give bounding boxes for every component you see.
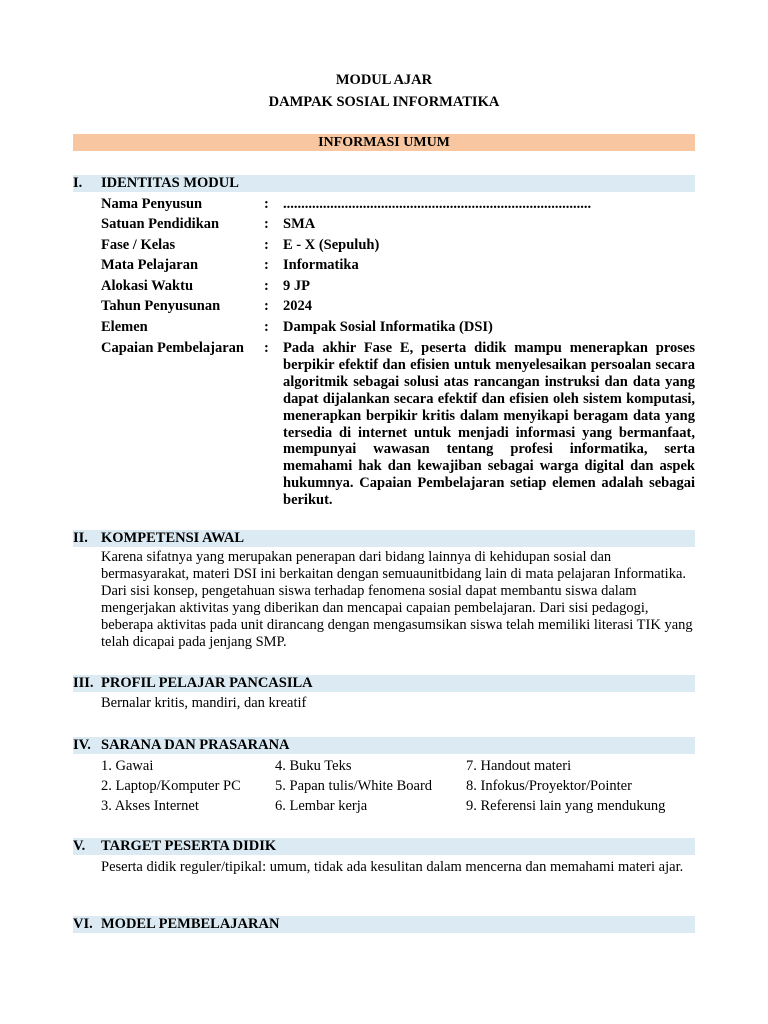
- informasi-umum-banner: INFORMASI UMUM: [73, 134, 695, 151]
- section-title: TARGET PESERTA DIDIK: [101, 838, 277, 854]
- section-number: IV.: [73, 737, 91, 753]
- field-colon: :: [264, 278, 269, 294]
- field-label: Nama Penyusun: [101, 196, 203, 212]
- field-colon: :: [264, 216, 269, 232]
- section-number: I.: [73, 175, 83, 191]
- field-colon: :: [264, 298, 269, 314]
- sarana-item: 6. Lembar kerja: [275, 798, 368, 814]
- section-heading-identitas: [73, 175, 695, 192]
- sarana-item: 1. Gawai: [101, 758, 154, 774]
- field-label: Satuan Pendidikan: [101, 216, 220, 232]
- field-label: Tahun Penyusunan: [101, 298, 221, 314]
- capaian-pembelajaran-text: Pada akhir Fase E, peserta didik mampu menerapkan proses berpikir efektif dan efisien untuk menyelesaikan persoalan secara algoritmik sebagai solusi atas rancangan instruksi dan data yang dapat dijalankan secara efektif dan efisien oleh sistem komputasi, menerapkan berpikir kritis dalam menyikapi beragam data yang tersedia di internet untuk menjadi informasi yang bermanfaat, mempunyai wawasan tentang profesi informatika, serta memahami hak dan kewajiban sebagai warga digital dan aspek hukumnya. Capaian Pembelajaran setiap elemen adalah sebagai berikut.: [283, 340, 695, 509]
- sarana-item: 8. Infokus/Proyektor/Pointer: [466, 778, 632, 794]
- section-heading-target: [73, 838, 695, 855]
- section-heading-profil: [73, 675, 695, 692]
- section-number: III.: [73, 675, 94, 691]
- sarana-item: 4. Buku Teks: [275, 758, 352, 774]
- field-value: SMA: [283, 216, 316, 232]
- section-number: II.: [73, 530, 88, 546]
- field-value: 2024: [283, 298, 312, 314]
- section-heading-sarana: [73, 737, 695, 754]
- field-label: Mata Pelajaran: [101, 257, 199, 273]
- field-value: E - X (Sepuluh): [283, 237, 380, 253]
- section-title: MODEL PEMBELAJARAN: [101, 916, 280, 932]
- section-heading-kompetensi: [73, 530, 695, 547]
- field-colon: :: [264, 257, 269, 273]
- document-title: MODUL AJAR: [335, 72, 433, 88]
- field-label: Fase / Kelas: [101, 237, 176, 253]
- field-value: 9 JP: [283, 278, 310, 294]
- document-subtitle: DAMPAK SOSIAL INFORMATIKA: [268, 94, 500, 110]
- section-title: SARANA DAN PRASARANA: [101, 737, 290, 753]
- field-label: Alokasi Waktu: [101, 278, 194, 294]
- field-label: Elemen: [101, 319, 148, 335]
- section-number: VI.: [73, 916, 93, 932]
- section-title: KOMPETENSI AWAL: [101, 530, 245, 546]
- sarana-item: 5. Papan tulis/White Board: [275, 778, 433, 794]
- section-title: PROFIL PELAJAR PANCASILA: [101, 675, 313, 691]
- section-heading-model: [73, 916, 695, 933]
- kompetensi-paragraph: Karena sifatnya yang merupakan penerapan dari bidang lainnya di kehidupan sosial dan bermasyarakat, materi DSI ini berkaitan dengan semuaunitbidang lain di mata pelajaran Informatika. Dari sisi konsep, pengetahuan siswa terhadap fenomena sosial dapat membantu siswa dalam mengerjakan aktivitas yang diberikan dan mencapai capaian pembelajaran. Dari sisi pedagogi, beberapa aktivitas pada unit dirancang dengan mengasumsikan siswa telah memiliki literasi TIK yang telah dicapai pada jenjang SMP.: [101, 549, 693, 650]
- field-colon: :: [264, 319, 269, 335]
- target-paragraph: Peserta didik reguler/tipikal: umum, tidak ada kesulitan dalam mencerna dan memahami materi ajar.: [101, 859, 684, 875]
- sarana-item: 9. Referensi lain yang mendukung: [466, 798, 666, 814]
- field-label: Capaian Pembelajaran: [101, 340, 244, 356]
- sarana-item: 7. Handout materi: [466, 758, 572, 774]
- sarana-item: 2. Laptop/Komputer PC: [101, 778, 241, 794]
- field-value: Dampak Sosial Informatika (DSI): [283, 319, 493, 335]
- section-title: IDENTITAS MODUL: [101, 175, 239, 191]
- field-colon: :: [264, 237, 269, 253]
- field-colon: :: [264, 196, 269, 212]
- field-colon: :: [264, 340, 269, 356]
- profil-paragraph: Bernalar kritis, mandiri, dan kreatif: [101, 695, 307, 711]
- field-value: Informatika: [283, 257, 359, 273]
- field-value: .....................................................................................: [283, 196, 592, 212]
- section-number: V.: [73, 838, 86, 854]
- sarana-item: 3. Akses Internet: [101, 798, 199, 814]
